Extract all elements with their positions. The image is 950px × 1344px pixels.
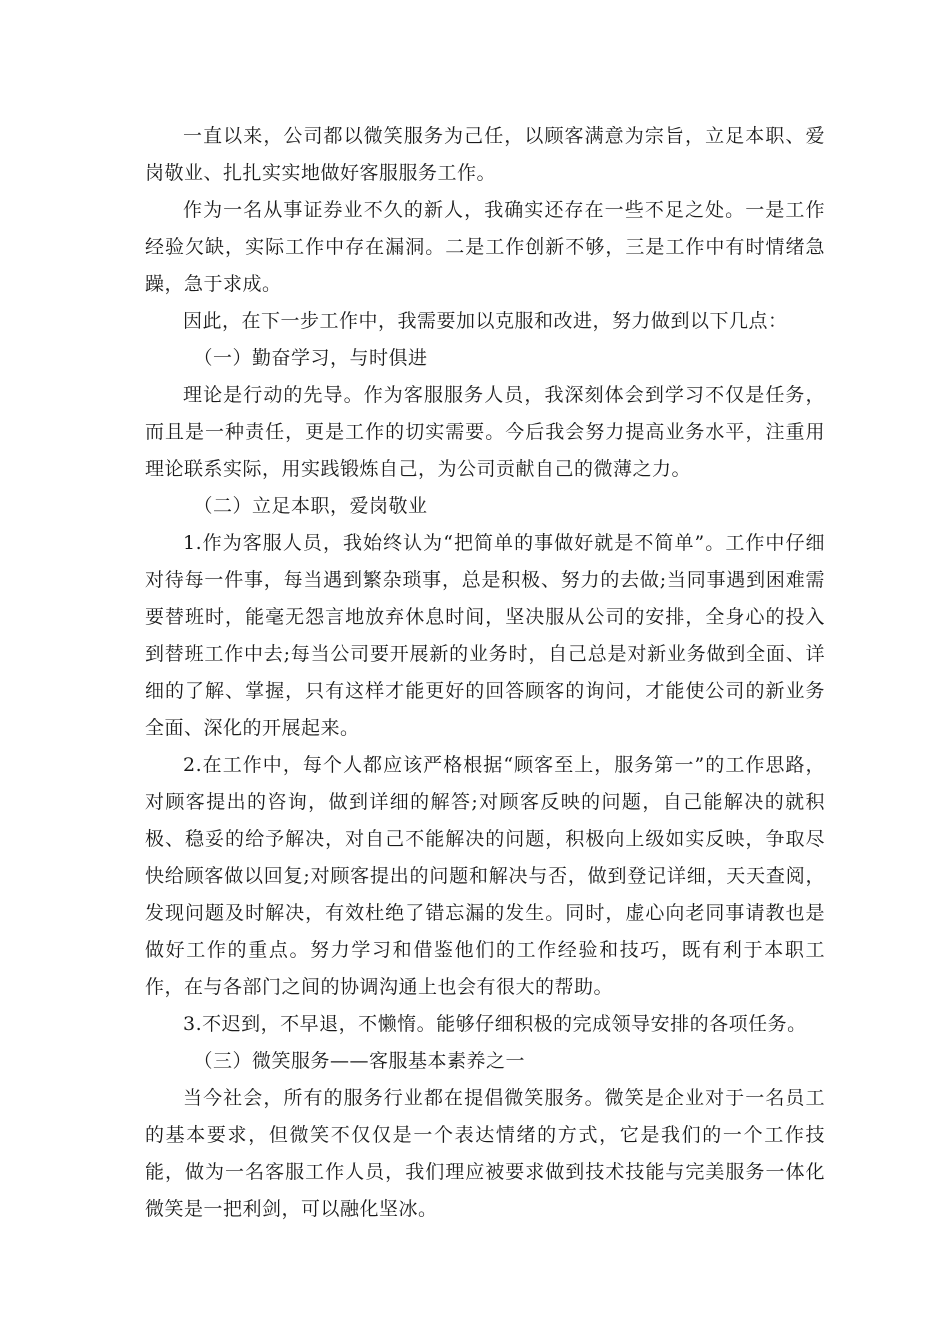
section-heading-2: （二）立足本职，爱岗敬业 bbox=[193, 495, 428, 517]
paragraph-item-2: 2.在工作中，每个人都应该严格根据“顾客至上，服务第一”的工作思路，对顾客提出的咨询，做到详细的解答;对顾客反映的问题，自己能解决的就积极、稳妥的给予解决，对自己不能解决的问题，积极向上级如实反映，争取尽快给顾客做以回复;对顾客提出的问题和解决与否，做到登记详细，天天查阅，发现问题及时解决，有效杜绝了错忘漏的发生。同时，虚心向老同事请教也是做好工作的重点。努力学习和借鉴他们的工作经验和技巧，既有利于本职工作，在与各部门之间的协调沟通上也会有很大的帮助。 bbox=[145, 754, 825, 998]
paragraph-next-steps: 因此，在下一步工作中，我需要加以克服和改进，努力做到以下几点： bbox=[183, 310, 788, 332]
paragraph-item-3: 3.不迟到，不早退，不懒惰。能够仔细积极的完成领导安排的各项任务。 bbox=[183, 1013, 807, 1035]
paragraph-intro: 一直以来，公司都以微笑服务为己任，以顾客满意为宗旨，立足本职、爱岗敬业、扎扎实实地做好客服服务工作。 bbox=[145, 125, 825, 184]
paragraph-smile-service: 当今社会，所有的服务行业都在提倡微笑服务。微笑是企业对于一名员工的基本要求，但微笑不仅仅是一个表达情绪的方式，它是我们的一个工作技能，做为一名客服工作人员，我们理应被要求做到技术技能与完美服务一体化微笑是一把利剑，可以融化坚冰。 bbox=[145, 1087, 825, 1220]
paragraph-learning: 理论是行动的先导。作为客服服务人员，我深刻体会到学习不仅是任务，而且是一种责任，更是工作的切实需要。今后我会努力提高业务水平，注重用理论联系实际，用实践锻炼自己，为公司贡献自己的微薄之力。 bbox=[145, 384, 825, 480]
section-heading-1: （一）勤奋学习，与时俱进 bbox=[193, 347, 428, 369]
paragraph-shortcomings: 作为一名从事证券业不久的新人，我确实还存在一些不足之处。一是工作经验欠缺，实际工作中存在漏洞。二是工作创新不够，三是工作中有时情绪急躁，急于求成。 bbox=[145, 199, 825, 295]
paragraph-item-1: 1.作为客服人员，我始终认为“把简单的事做好就是不简单”。工作中仔细对待每一件事，每当遇到繁杂琐事，总是积极、努力的去做;当同事遇到困难需要替班时，能毫无怨言地放弃休息时间，坚决服从公司的安排，全身心的投入到替班工作中去;每当公司要开展新的业务时，自己总是对新业务做到全面、详细的了解、掌握，只有这样才能更好的回答顾客的询问，才能使公司的新业务全面、深化的开展起来。 bbox=[145, 532, 825, 739]
section-heading-3: （三）微笑服务——客服基本素养之一 bbox=[193, 1050, 525, 1072]
document-body bbox=[145, 118, 825, 1228]
